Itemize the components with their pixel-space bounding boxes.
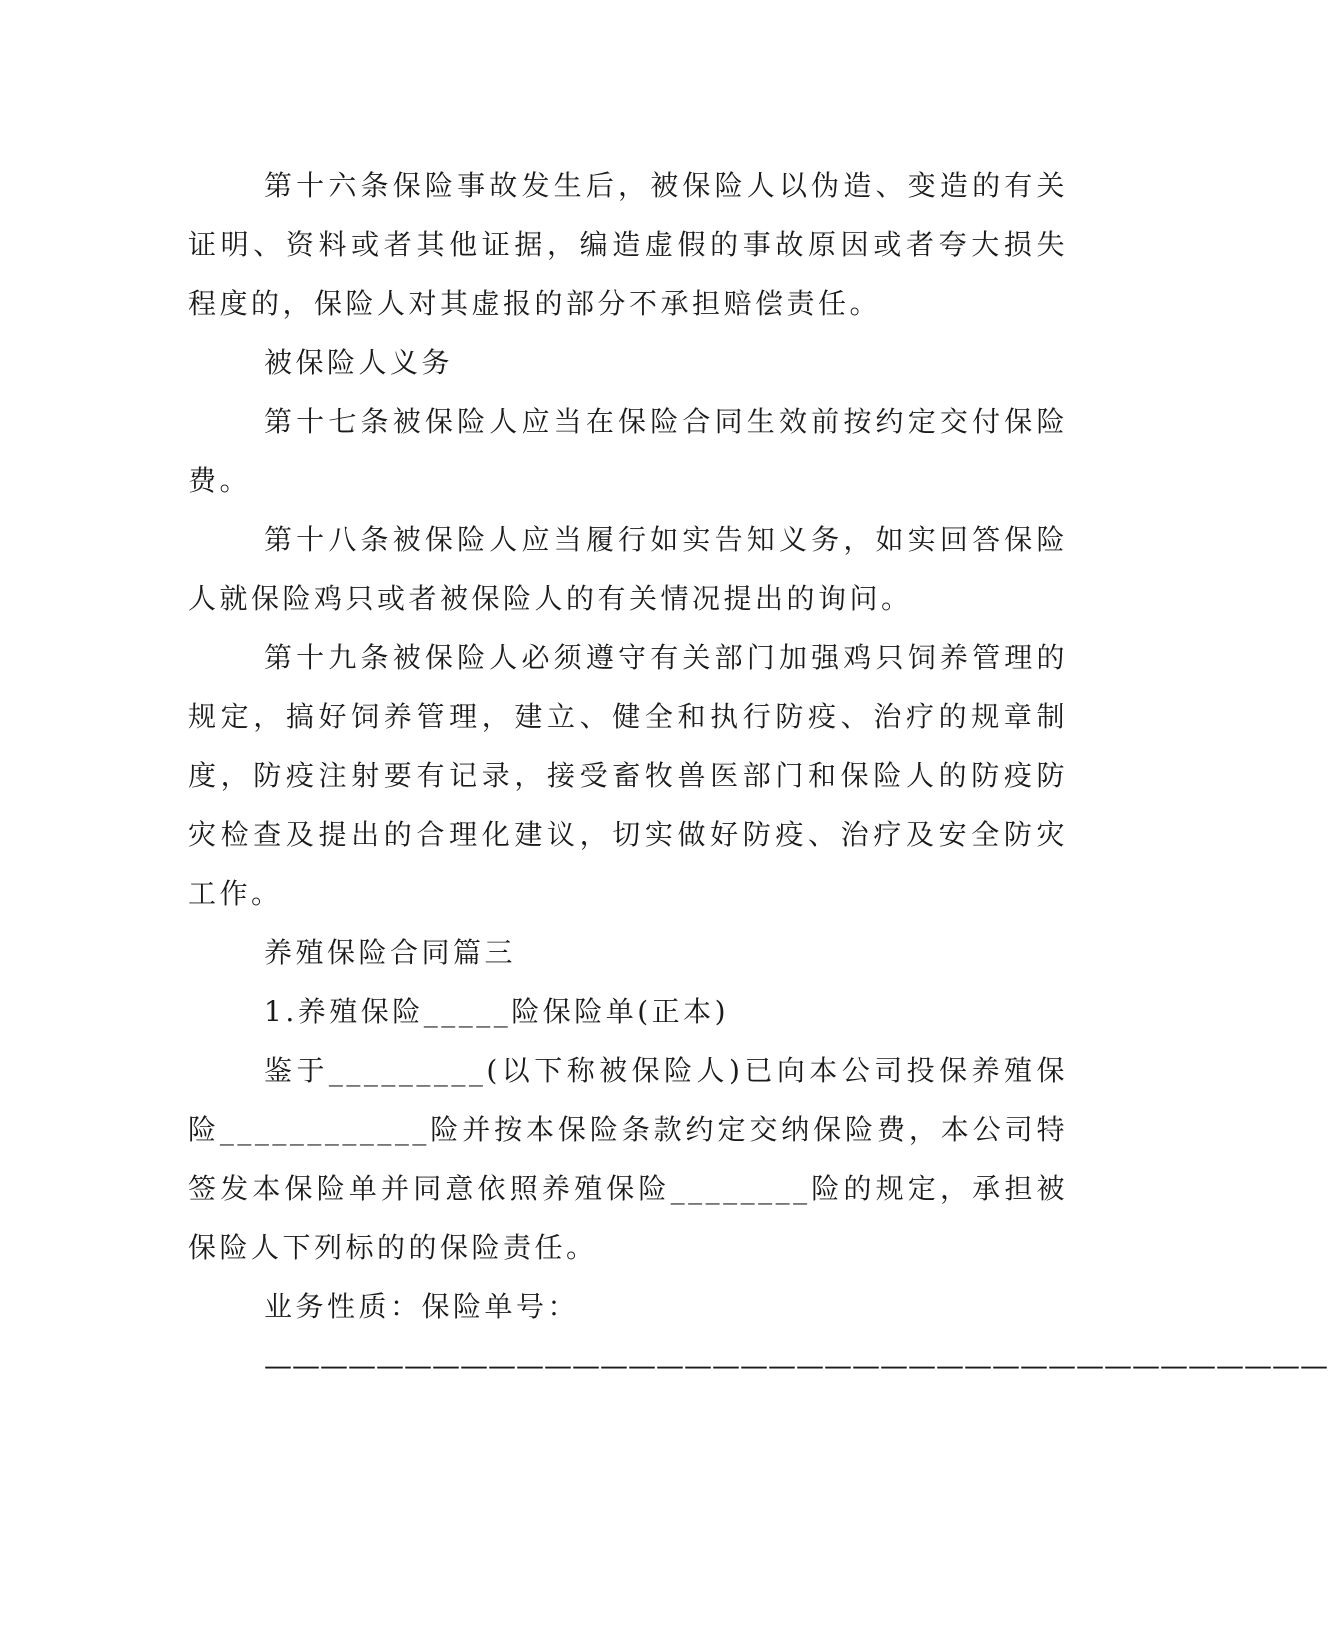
paragraph-article-19: 第十九条被保险人必须遵守有关部门加强鸡只饲养管理的规定，搞好饲养管理，建立、健全和执行防疫、治疗的规章制度，防疫注射要有记录，接受畜牧兽医部门和保险人的防疫防灾检查及提出的合理化建议，切实做好防疫、治疗及安全防灾工作。 <box>188 641 1068 910</box>
section-heading-part-three: 养殖保险合同篇三 <box>264 936 517 969</box>
paragraph-policy-statement: 鉴于_________(以下称被保险人)已向本公司投保养殖保险____________险并按本保险条款约定交纳保险费，本公司特签发本保险单并同意依照养殖保险________险的规定，承担被保险人下列标的的保险责任。 <box>188 1054 1068 1264</box>
section-heading-insured-obligations: 被保险人义务 <box>264 346 454 379</box>
paragraph-business-nature: 业务性质：保险单号： <box>264 1290 580 1323</box>
paragraph-article-17: 第十七条被保险人应当在保险合同生效前按约定交付保险费。 <box>188 405 1068 497</box>
paragraph-article-16: 第十六条保险事故发生后，被保险人以伪造、变造的有关证明、资料或者其他证据，编造虚假的事故原因或者夸大损失程度的，保险人对其虚报的部分不承担赔偿责任。 <box>188 169 1068 320</box>
paragraph-policy-title: 1.养殖保险_____险保险单(正本) <box>264 995 730 1028</box>
separator-dash-line: —————————————————————————————————————— <box>264 1349 1328 1382</box>
document-body <box>188 156 1328 1395</box>
paragraph-article-18: 第十八条被保险人应当履行如实告知义务，如实回答保险人就保险鸡只或者被保险人的有关情况提出的询问。 <box>188 523 1068 615</box>
